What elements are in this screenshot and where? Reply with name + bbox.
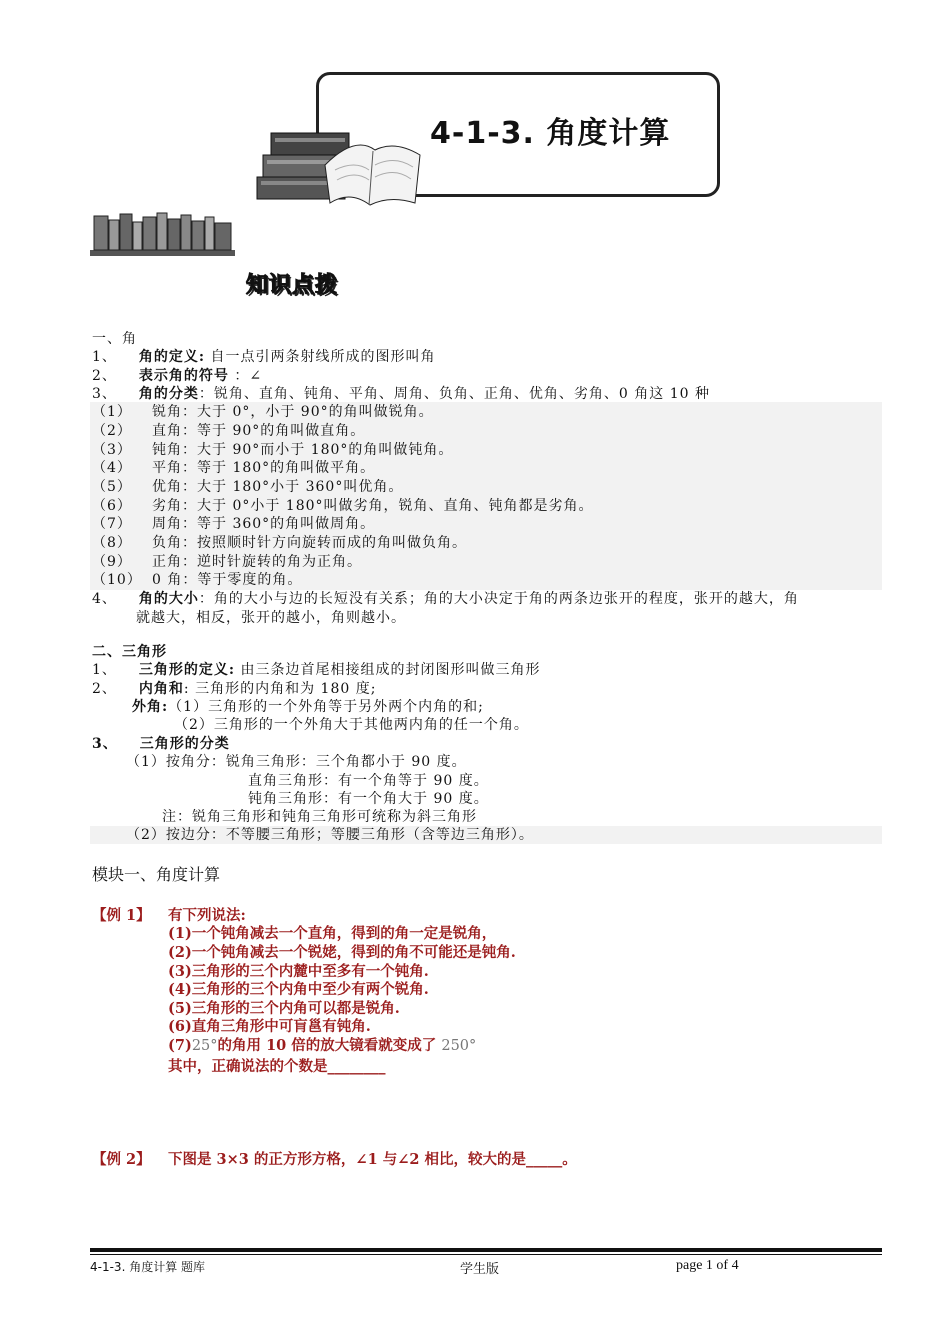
example-1-line: (4)三角形的三个内角中至少有两个锐角. [168, 981, 429, 998]
example-1-tag: 【例 1】 [92, 907, 151, 924]
list-item: （2） 直角：等于 90°的角叫做直角。 [92, 423, 366, 439]
right-triangle: 直角三角形：有一个角等于 90 度。 [248, 773, 489, 789]
section-heading: 二、三角形 [92, 644, 167, 660]
example-1-intro: 有下列说法: [168, 907, 246, 924]
example-1-line: (5)三角形的三个内角可以都是锐角. [168, 1000, 400, 1017]
example-1-line: (6)直角三角形中可肓邕有钝角. [168, 1018, 371, 1035]
footer-center: 学生版 [460, 1262, 500, 1277]
list-item: （4） 平角：等于 180°的角叫做平角。 [92, 460, 376, 476]
triangle-def: 1、 三角形的定义: 由三条边首尾相接组成的封闭图形叫做三角形 [92, 662, 541, 678]
books-illustration [255, 125, 425, 210]
example-1-line: (1)一个钝角减去一个直角，得到的角一定是锐角， [168, 925, 497, 942]
triangle-note: 注：锐角三角形和钝角三角形可统称为斜三角形 [162, 809, 477, 825]
section-heading: 一、角 [92, 331, 137, 347]
list-item: （5） 优角：大于 180°小于 360°叫优角。 [92, 479, 404, 495]
list-item: （10） 0 角：等于零度的角。 [92, 572, 303, 588]
triangle-outer: 外角:（1）三角形的一个外角等于另外两个内角的和; [132, 699, 484, 715]
obtuse-triangle: 钝角三角形：有一个角大于 90 度。 [248, 791, 489, 807]
footer-left: 4-1-3. 角度计算 题库 [90, 1260, 206, 1274]
list-item: （1） 锐角：大于 0°，小于 90°的角叫做锐角。 [92, 404, 434, 420]
by-angle: （1）按角分：锐角三角形：三个角都小于 90 度。 [126, 754, 467, 770]
bookshelf-icon [90, 208, 235, 263]
triangle-inner: 2、 内角和: 三角形的内角和为 180 度; [92, 681, 377, 697]
list-item: （6） 劣角：大于 0°小于 180°叫做劣角，锐角、直角、钝角都是劣角。 [92, 498, 594, 514]
section-label: 知识点拨 [246, 273, 339, 298]
list-item: （8） 负角：按照顺时针方向旋转而成的角叫做负角。 [92, 535, 467, 551]
angle-classes: 3、 角的分类：锐角、直角、钝角、平角、周角、负角、正角、优角、劣角、0 角这 10 种 [92, 386, 710, 402]
triangle-outer-2: （2）三角形的一个外角大于其他两内角的任一个角。 [174, 717, 529, 733]
footer-rule-thin [90, 1254, 882, 1255]
footer-rule [90, 1248, 882, 1252]
example-1-line-7: (7)25°的角用 10 倍的放大镜看就变成了 250° [168, 1037, 477, 1054]
page-title: 4-1-3. 角度计算 [430, 116, 671, 151]
angle-size-cont: 就越大，相反，张开的越小，角则越小。 [136, 610, 406, 626]
angle-symbol: 2、 表示角的符号 ：∠ [92, 368, 263, 384]
list-item: （9） 正角：逆时针旋转的角为正角。 [92, 554, 362, 570]
angle-def: 1、 角的定义: 自一点引两条射线所成的图形叫角 [92, 349, 436, 365]
module-heading: 模块一、角度计算 [92, 865, 221, 884]
list-item: （3） 钝角：大于 90°而小于 180°的角叫做钝角。 [92, 442, 454, 458]
example-2-text: 下图是 3×3 的正方形方格，∠1 与∠2 相比，较大的是_____。 [168, 1151, 577, 1168]
angle-size: 4、 角的大小：角的大小与边的长短没有关系；角的大小决定于角的两条边张开的程度，张开的越大，角 [92, 591, 799, 607]
list-item: （7） 周角：等于 360°的角叫做周角。 [92, 516, 376, 532]
page-number: page 1 of 4 [676, 1258, 739, 1273]
triangle-classes: 3、 三角形的分类 [92, 736, 230, 752]
example-1-line: (3)三角形的三个内麓中至多有一个钝角. [168, 963, 429, 980]
example-2-tag: 【例 2】 [92, 1151, 151, 1168]
example-1-line: (2)一个钝角减去一个锐姥，得到的角不可能还是钝角. [168, 944, 516, 961]
example-1-question: 其中，正确说法的个数是________ [168, 1058, 386, 1075]
by-side: （2）按边分：不等腰三角形；等腰三角形（含等边三角形）。 [126, 827, 534, 843]
